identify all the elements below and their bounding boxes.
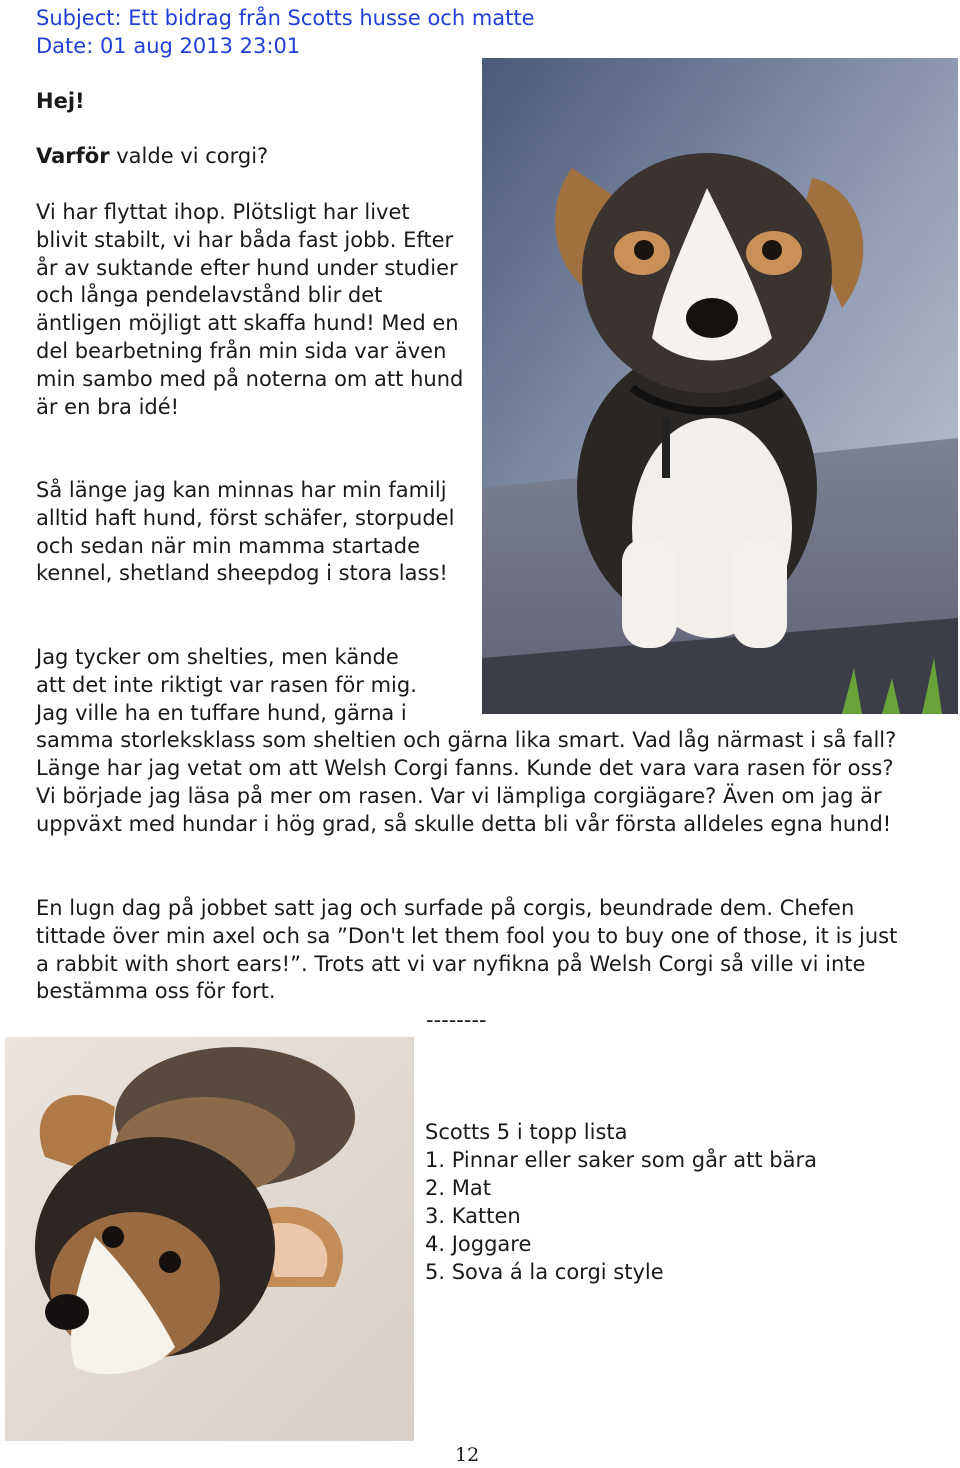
paragraph-1: Vi har flyttat ihop. Plötsligt har livet blivit stabilt, vi har båda fast jobb. Efter år av suktande efter hund under studier och långa pendelavstånd blir det äntligen möjligt att skaffa hund! Med en del bearbetning från min sida var även min sambo med på noterna om att hund är en bra idé! <box>36 200 464 419</box>
email-subject: Subject: Ett bidrag från Scotts husse och matte <box>36 6 535 30</box>
paragraph-2: Så länge jag kan minnas har min familj alltid haft hund, först schäfer, storpudel och sedan när min mamma startade kennel, shetland sheepdog i stora lass! <box>36 478 455 586</box>
question-bold: Varför <box>36 144 110 168</box>
email-header <box>36 4 535 60</box>
separator: -------- <box>426 1008 487 1032</box>
greeting: Hej! <box>36 89 85 113</box>
top-list-title: Scotts 5 i topp lista <box>425 1120 628 1144</box>
corgi-puppy-sitting-photo <box>482 58 958 714</box>
paragraph-3-rest: samma storleksklass som sheltien och gärna lika smart. Vad låg närmast i så fall? Länge har jag vetat om att Welsh Corgi fanns. Kunde det vara vara rasen för oss? Vi började jag läsa på mer om rasen. Var vi lämpliga corgiägare? Även om jag är uppväxt med hundar i hög grad, så skulle detta bli vår första alldeles egna hund! <box>36 728 897 836</box>
paragraph-3: Jag tycker om shelties, men kände att det inte riktigt var rasen för mig. Jag ville ha en tuffare hund, gärna i samma storleksklass som sheltien och gärna lika smart. Vad låg närmast i så fall? Länge har jag vetat om att Welsh Corgi fanns. Kunde det vara vara rasen för oss? Vi började jag läsa på mer om rasen. Var vi lämpliga corgiägare? Även om jag är uppväxt med hundar i hög grad, så skulle detta bli vår första alldeles egna hund! <box>36 644 916 839</box>
question-line <box>36 143 268 171</box>
question-rest: valde vi corgi? <box>109 144 269 168</box>
list-item: 2. Mat <box>425 1176 491 1200</box>
email-date: Date: 01 aug 2013 23:01 <box>36 34 301 58</box>
top-list <box>425 1118 817 1286</box>
list-item: 5. Sova á la corgi style <box>425 1260 664 1284</box>
list-item: 3. Katten <box>425 1204 521 1228</box>
corgi-puppy-looking-up-photo <box>5 1037 414 1441</box>
list-item: 4. Joggare <box>425 1232 532 1256</box>
page-number: 12 <box>455 1444 480 1466</box>
paragraph-4: En lugn dag på jobbet satt jag och surfade på corgis, beundrade dem. Chefen tittade över min axel och sa ”Don't let them fool you to buy one of those, it is just a rabbit with short ears!”. Trots att vi var nyfikna på Welsh Corgi så ville vi inte bestämma oss för fort. <box>36 896 898 1004</box>
list-item: 1. Pinnar eller saker som går att bära <box>425 1148 817 1172</box>
